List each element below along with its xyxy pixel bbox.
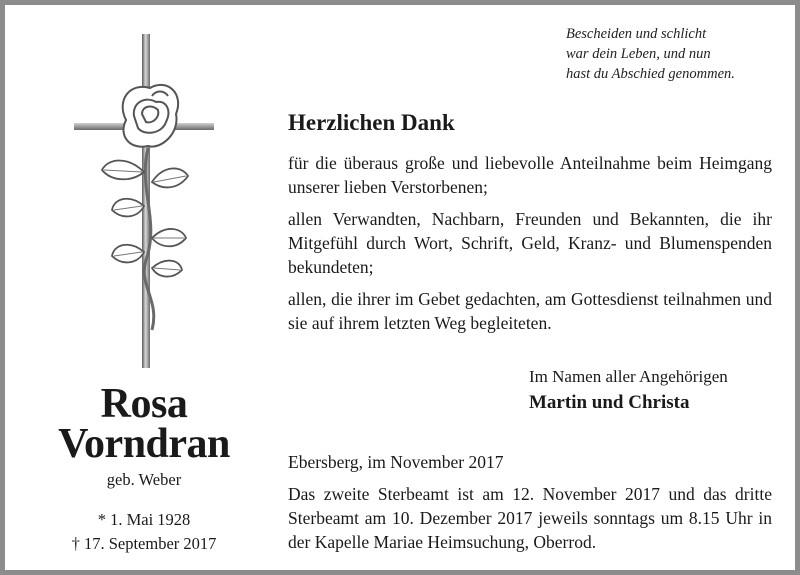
life-dates bbox=[44, 508, 244, 556]
thanks-section bbox=[288, 108, 772, 343]
thanks-paragraph: für die überaus große und liebevolle Anteilnahme beim Heimgang unserer lieben Verstorbenen; bbox=[288, 153, 772, 197]
verse-line: Bescheiden und schlicht bbox=[566, 26, 707, 42]
first-name: Rosa bbox=[100, 381, 188, 427]
verse-line: hast du Abschied genommen. bbox=[566, 66, 735, 82]
birth-name: geb. Weber bbox=[106, 470, 182, 489]
thanks-heading: Herzlichen Dank bbox=[288, 110, 455, 135]
thanks-paragraph: allen Verwandten, Nachbarn, Freunden und Bekannten, die ihr Mitgefühl durch Wort, Schrift, Geld, Kranz- und Blumenspenden bekundeten; bbox=[288, 209, 772, 277]
deceased-name bbox=[44, 381, 244, 467]
service-note: Das zweite Sterbeamt ist am 12. November 2017 und das dritte Sterbeamt am 10. Dezember 2017 jeweils sonntags um 8.15 Uhr in der Kapelle Mariae Heimsuchung, Oberrod. bbox=[288, 484, 772, 552]
place-date: Ebersberg, im November 2017 bbox=[288, 452, 504, 472]
signoff bbox=[529, 364, 779, 416]
birth-date: * 1. Mai 1928 bbox=[97, 510, 191, 529]
death-date: † 17. September 2017 bbox=[71, 534, 217, 553]
signoff-intro: Im Namen aller Angehörigen bbox=[529, 367, 728, 386]
memorial-verse bbox=[566, 24, 786, 84]
thanks-paragraph: allen, die ihrer im Gebet gedachten, am Gottesdienst teilnahmen und sie auf ihrem letzten Weg begleiteten. bbox=[288, 289, 772, 333]
verse-line: war dein Leben, und nun bbox=[566, 46, 711, 62]
signoff-names: Martin und Christa bbox=[529, 392, 690, 413]
last-name: Vorndran bbox=[58, 421, 230, 467]
cross-with-rose-icon bbox=[68, 30, 228, 375]
